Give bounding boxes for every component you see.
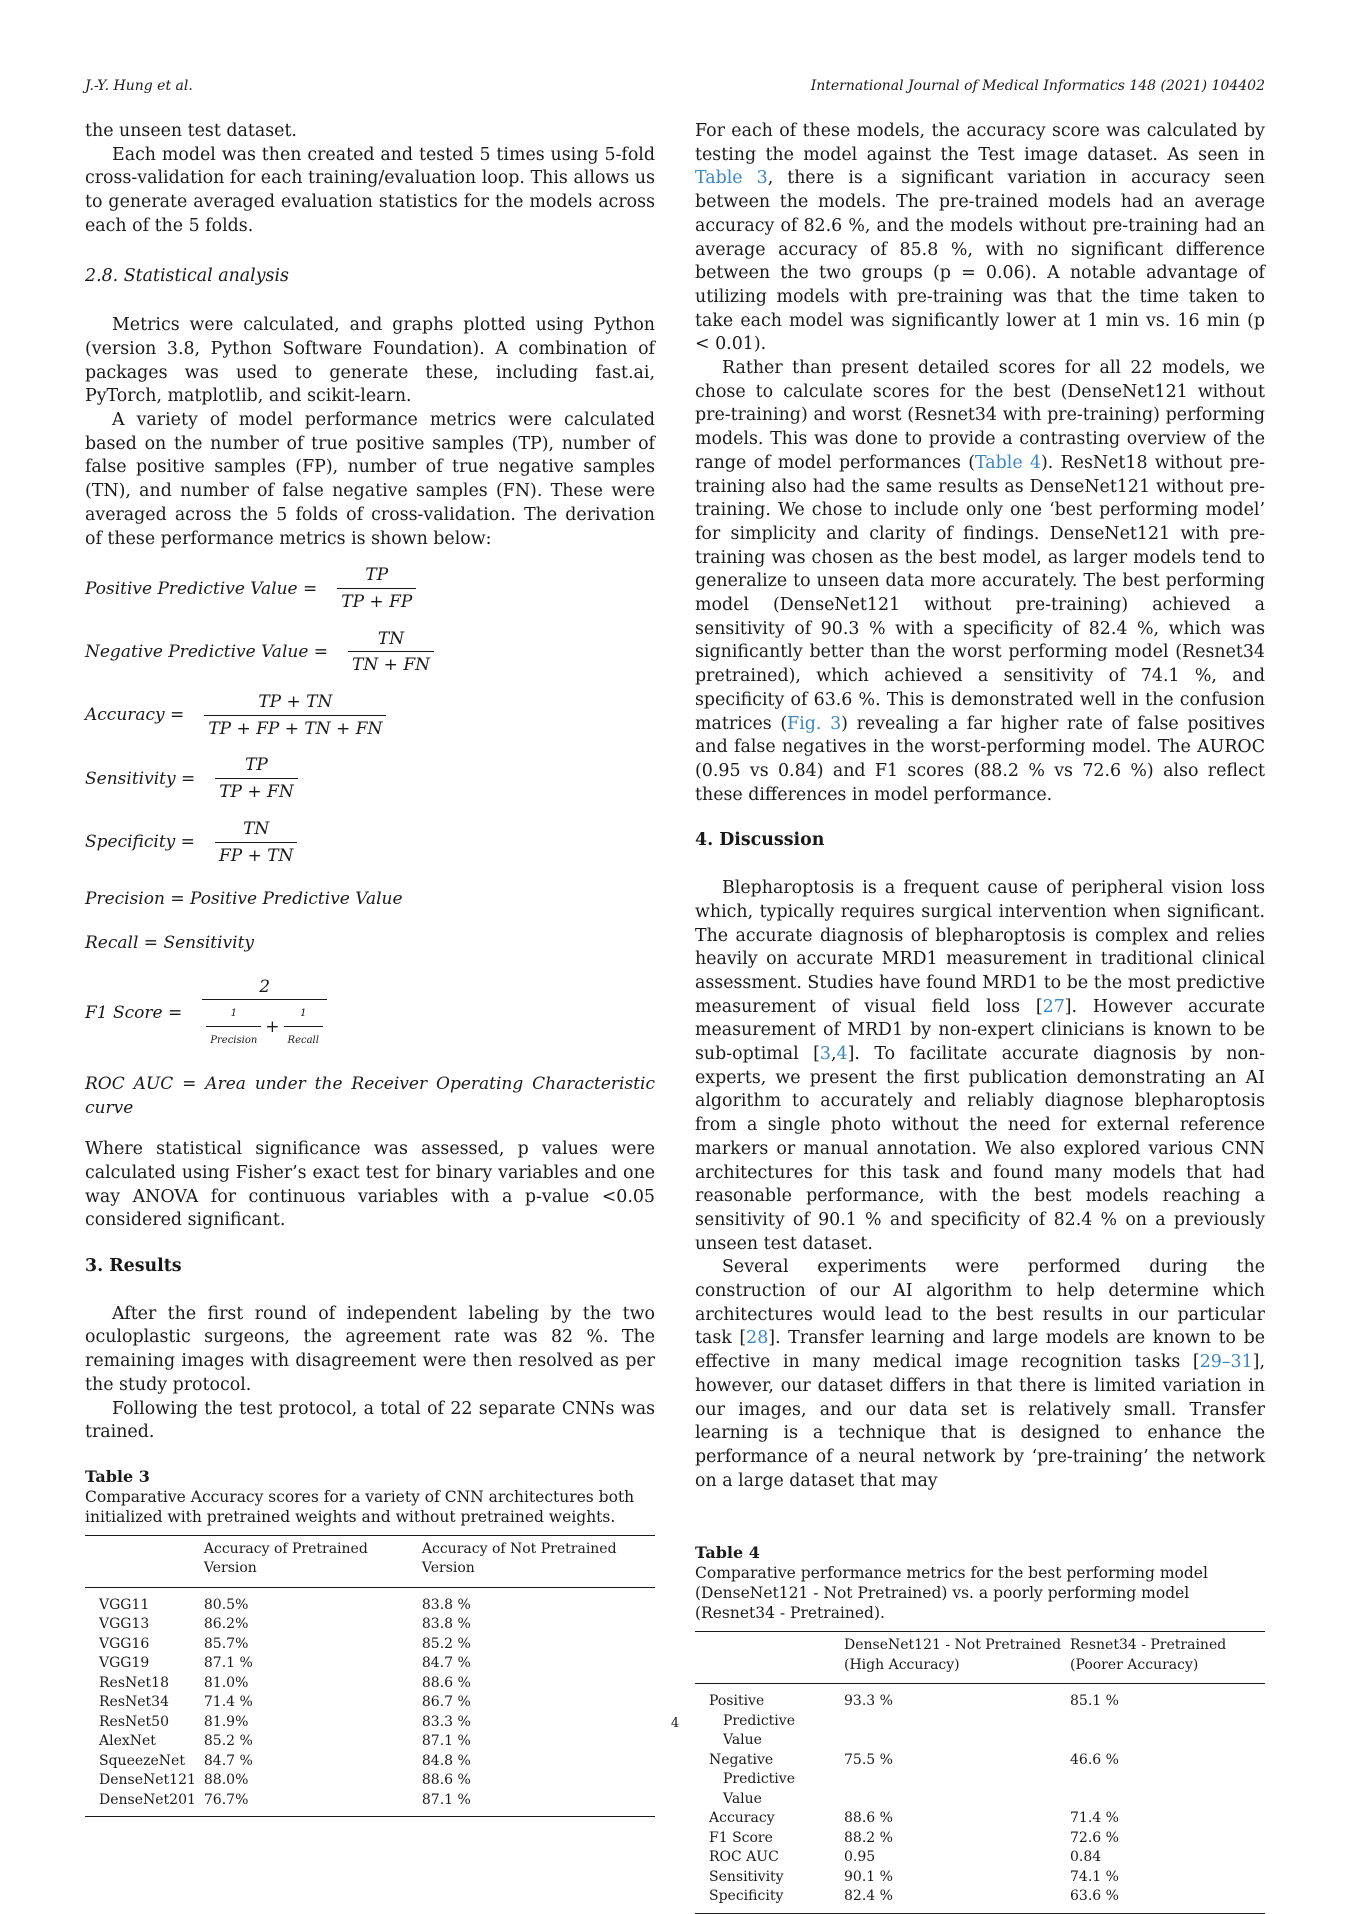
table-cell: ResNet50 (99, 1713, 169, 1730)
paragraph: Each model was then created and tested 5 times using 5-fold cross-validation for each training/evaluation loop. This allows us to generate averaged evaluation statistics for the models across each of the 5 folds. (85, 144, 655, 236)
table-cell: Positive Predictive Value (709, 1693, 795, 1749)
table-cell: 76.7% (203, 1791, 249, 1808)
table-row (85, 1654, 655, 1674)
table-row (85, 1587, 655, 1615)
table-cell: 71.4 % (1070, 1810, 1119, 1827)
table-row (85, 1752, 655, 1772)
table-row (695, 1848, 1265, 1868)
section-heading-results: 3. Results (85, 1256, 182, 1277)
table-cell: 72.6 % (1070, 1829, 1119, 1846)
citation-link[interactable]: 29–31 (1199, 1352, 1253, 1373)
paragraph: Metrics were calculated, and graphs plotted using Python (version 3.8, Python Software Foundation). A combination of packages was used to generate these, including fast.ai, PyTorch, matplotlib, and scikit-learn. (85, 315, 655, 407)
table-cell: ResNet34 (99, 1694, 169, 1711)
table-row (85, 1693, 655, 1713)
paragraph: A variety of model performance metrics were calculated based on the number of true positive samples (TP), number of false positive samples (FP), number of true negative samples (TN), and number of false negative samples (FN). These were averaged across the 5 folds of cross-validation. The derivation of these performance metrics is shown below: (85, 410, 655, 549)
table-cell: 74.1 % (1070, 1868, 1119, 1885)
equation-recall: Recall = Sensitivity (85, 932, 255, 953)
table-cell: 87.1 % (203, 1655, 253, 1672)
paragraph: For each of these models, the accuracy score was calculated by testing the model against the Test image dataset. As seen in Table 3, there is a significant variation in accuracy seen between the models. The pre-trained models had an average accuracy of 82.6 %, and the models without pre-training had an average accuracy of 85.8 %, with no significant difference between the two groups (p = 0.06). A notable advantage of utilizing models with pre-training was that the time taken to take each model was significantly lower at 1 min vs. 16 min (p < 0.01). (695, 121, 1265, 355)
table-row (85, 1732, 655, 1752)
table-cell: 82.4 % (844, 1888, 893, 1905)
column-header (695, 1632, 840, 1684)
table-cell: 0.84 (1070, 1849, 1102, 1866)
running-header-journal: International Journal of Medical Informatics 148 (2021) 104402 (810, 78, 1265, 94)
table-row (85, 1771, 655, 1791)
equation-accuracy: Accuracy = $\frac{TP + TN}{TP + FP + TN + FN}$ (85, 691, 655, 741)
table-cell: 0.95 (844, 1849, 876, 1866)
table-cell: Specificity (709, 1888, 784, 1905)
table-cell: 84.7 % (421, 1655, 471, 1672)
table-cell: 88.6 % (844, 1810, 893, 1827)
data-table (695, 1631, 1265, 1914)
table-cell: 85.7% (203, 1635, 249, 1652)
equation-specificity: Specificity = $\frac{TN}{FP + TN}$ (85, 818, 655, 868)
table-cell: 86.7 % (421, 1694, 471, 1711)
table-cell: 83.8 % (421, 1596, 471, 1613)
table-row (85, 1615, 655, 1635)
table-cell: 84.8 % (421, 1752, 471, 1769)
table-caption: Comparative Accuracy scores for a variety of CNN architectures both initialized with pretrained weights and without pretrained weights. (85, 1487, 635, 1526)
table-cell: VGG11 (99, 1596, 150, 1613)
data-table (85, 1535, 655, 1818)
table-cell: 85.2 % (203, 1733, 253, 1750)
table-3-link[interactable]: Table 3 (695, 168, 768, 189)
table-cell: 81.0% (203, 1674, 249, 1691)
citation-link[interactable]: 3 (819, 1044, 831, 1065)
table-cell: VGG19 (99, 1655, 150, 1672)
paragraph: Several experiments were performed during the construction of our AI algorithm to help determine which architectures would lead to the best results in our particular task [28]. Transfer learning and large models are known to be effective in many medical image recognition tasks [29–31], however, our dataset differs in that there is limited variation in our images, and our data set is relatively small. Transfer learning is a technique that is designed to enhance the performance of a neural network by ‘pre-training’ the network on a large dataset that may (695, 1257, 1265, 1491)
paragraph: Blepharoptosis is a frequent cause of peripheral vision loss which, typically requires surgical intervention when significant. The accurate diagnosis of blepharoptosis is complex and relies heavily on accurate MRD1 measurement in traditional clinical assessment. Studies have found MRD1 to be the most predictive measurement of visual field loss [27]. However accurate measurement of MRD1 by non-expert clinicians is known to be sub-optimal [3,4]. To facilitate accurate diagnosis by non-experts, we present the first publication demonstrating an AI algorithm to accurately and reliably diagnose blepharoptosis from a single photo without the need for external reference markers or manual annotation. We also explored various CNN architectures for this task and found many models that had reasonable performance, with the best models reaching a sensitivity of 90.1 % and specificity of 82.4 % on a previously unseen test dataset. (695, 878, 1265, 1254)
table-cell: 83.3 % (421, 1713, 471, 1730)
right-column (695, 120, 1265, 1914)
citation-link[interactable]: 27 (1042, 996, 1065, 1017)
figure-3-link[interactable]: Fig. 3 (787, 713, 842, 734)
column-header: Accuracy of Not Pretrained Version (421, 1540, 617, 1577)
paragraph: Where statistical significance was assessed, p values were calculated using Fisher’s exact test for binary variables and one way ANOVA for continuous variables with a p-value <0.05 considered significant. (85, 1139, 655, 1231)
table-cell: 88.6 % (421, 1674, 471, 1691)
table-cell: ResNet18 (99, 1674, 169, 1691)
table-row (695, 1829, 1265, 1849)
table-cell: ROC AUC (709, 1849, 779, 1866)
table-cell: 84.7 % (203, 1752, 253, 1769)
column-header: DenseNet121 - Not Pretrained (High Accuracy) (844, 1637, 1062, 1673)
paragraph: Rather than present detailed scores for all 22 models, we chose to calculate scores for the best (DenseNet121 without pre-training) and worst (Resnet34 with pre-training) performing models. This was done to provide a contrasting overview of the range of model performances (Table 4). ResNet18 without pre-training also had the same results as DenseNet121 without pre-training. We chose to include only one ‘best performing model’ for simplicity and clarity of findings. DenseNet121 with pre-training was chosen as the best model, as larger models tend to generalize to unseen data more accurately. The best performing model (DenseNet121 without pre-training) achieved a sensitivity of 90.3 % with a specificity of 82.4 %, which was significantly better than the worst performing model (Resnet34 pretrained), which achieved a sensitivity of 74.1 %, and specificity of 63.6 %. This is demonstrated well in the confusion matrices (Fig. 3) revealing a far higher rate of false positives and false negatives in the worst-performing model. The AUROC (0.95 vs 0.84) and F1 scores (88.2 % vs 72.6 %) also reflect these differences in model performance. (695, 358, 1266, 805)
equation-npv: Negative Predictive Value = $\frac{TN}{TN + FN}$ (85, 628, 655, 678)
table-cell: 85.1 % (1070, 1693, 1119, 1710)
table-cell: DenseNet121 (99, 1772, 196, 1789)
table-cell: 88.0% (203, 1772, 249, 1789)
column-header: Accuracy of Pretrained Version (203, 1540, 368, 1577)
table-cell: VGG16 (99, 1635, 150, 1652)
section-heading-discussion: 4. Discussion (695, 830, 825, 851)
table-label: Table 4 (695, 1543, 760, 1563)
table-cell: 87.1 % (421, 1733, 471, 1750)
table-cell: 87.1 % (421, 1791, 471, 1808)
table-cell: 85.2 % (421, 1635, 471, 1652)
table-cell: 88.6 % (421, 1772, 471, 1789)
table-cell: SqueezeNet (99, 1752, 185, 1769)
table-cell: Negative Predictive Value (709, 1751, 795, 1807)
table-4-link[interactable]: Table 4 (975, 452, 1041, 473)
column-header (85, 1535, 200, 1587)
equation-sensitivity: Sensitivity = $\frac{TP}{TP + FN}$ (85, 754, 655, 804)
paragraph: After the first round of independent labeling by the two oculoplastic surgeons, the agreement rate was 82 %. The remaining images with disagreement were then resolved as per the study protocol. (85, 1303, 655, 1395)
paragraph: Following the test protocol, a total of 22 separate CNNs was trained. (85, 1398, 655, 1443)
table-cell: Sensitivity (709, 1868, 784, 1885)
table-row (85, 1791, 655, 1817)
section-heading-2-8: 2.8. Statistical analysis (85, 265, 289, 286)
equation-roc-auc: ROC AUC = Area under the Receiver Operating Characteristic curve (85, 1073, 655, 1118)
table-cell: 88.2 % (844, 1829, 893, 1846)
table-cell: 81.9% (203, 1713, 249, 1730)
table-cell: AlexNet (99, 1733, 156, 1750)
table-row (695, 1809, 1265, 1829)
table-cell: 80.5% (203, 1596, 249, 1613)
equation-precision: Precision = Positive Predictive Value (85, 889, 403, 910)
equation-f1: F1 Score = 2 1 Precision + 1 Recall (85, 976, 655, 1053)
table-cell: F1 Score (709, 1829, 773, 1846)
table-label: Table 3 (85, 1466, 150, 1486)
table-row (85, 1674, 655, 1694)
table-cell: 75.5 % (844, 1751, 893, 1768)
table-cell: 46.6 % (1070, 1751, 1119, 1768)
table-cell: 90.1 % (844, 1868, 893, 1885)
running-header-authors: J.-Y. Hung et al. (85, 78, 193, 94)
table-row (695, 1751, 1265, 1810)
table-cell: 63.6 % (1070, 1888, 1119, 1905)
table-cell: VGG13 (99, 1616, 150, 1633)
page-number: 4 (670, 1716, 680, 1731)
table-cell: 86.2% (203, 1616, 249, 1633)
table-cell: Accuracy (709, 1810, 775, 1827)
column-header: Resnet34 - Pretrained (Poorer Accuracy) (1070, 1637, 1227, 1673)
left-column (85, 120, 655, 1817)
table-cell: DenseNet201 (99, 1791, 196, 1808)
paragraph: the unseen test dataset. (85, 121, 297, 141)
table-row (85, 1635, 655, 1655)
citation-link[interactable]: 28 (746, 1328, 769, 1349)
table-caption: Comparative performance metrics for the best performing model (DenseNet121 - Not Pretrained) vs. a poorly performing model (Resnet34 - Pretrained). (695, 1564, 1208, 1623)
table-3 (85, 1467, 655, 1818)
table-cell: 83.8 % (421, 1616, 471, 1633)
table-row (695, 1868, 1265, 1888)
table-row (695, 1887, 1265, 1913)
table-cell: 71.4 % (203, 1694, 253, 1711)
equation-ppv: Positive Predictive Value = $\frac{TP}{TP + FP}$ (85, 564, 655, 614)
table-cell: 93.3 % (844, 1693, 893, 1710)
citation-link[interactable]: 4 (836, 1044, 848, 1065)
